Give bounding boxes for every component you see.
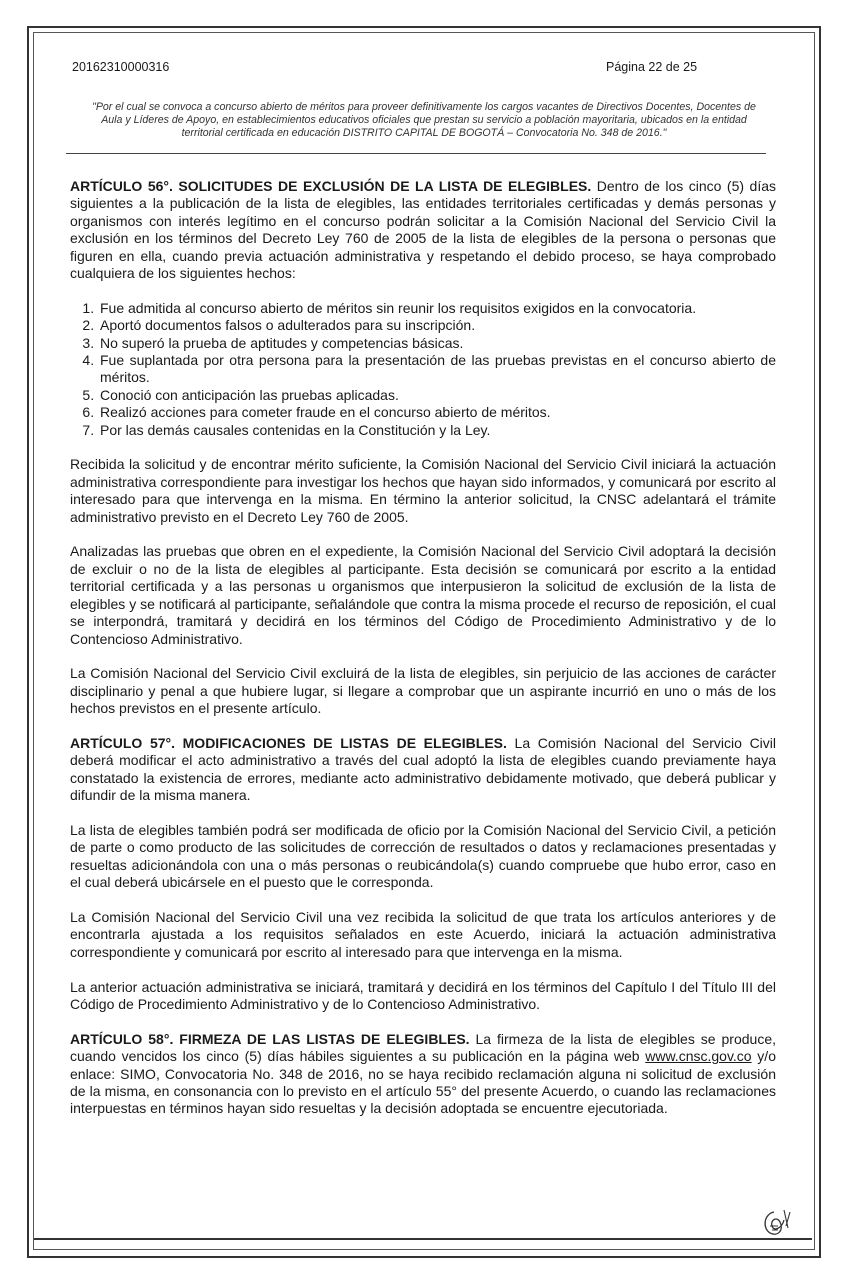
list-item: 6. Realizó acciones para cometer fraude en el concurso abierto de méritos. xyxy=(98,404,776,421)
paragraph: La Comisión Nacional del Servicio Civil una vez recibida la solicitud de que trata los artículos anteriores y de encontrarla ajustada a los requisitos señalados en este Acuerdo, iniciará la actuación administrativa correspondiente y comunicará por escrito al interesado para que intervenga en la misma. xyxy=(70,908,776,960)
footer-divider xyxy=(34,1238,812,1240)
paragraph: Analizadas las pruebas que obren en el expediente, la Comisión Nacional del Servicio Civil adoptará la decisión de excluir o no de la lista de elegibles al participante. Esta decisión se comunicará por escrito a la entidad territorial certificada y a las personas u organismos que interpusieron la solicitud de exclusión de la lista de elegibles y se notificará al participante, señalándole que contra la misma procede el recurso de reposición, el cual se interpondrá, tramitará y decidirá en los términos del Código de Procedimiento Administrativo y de lo Contencioso Administrativo. xyxy=(70,543,776,647)
paragraph: Recibida la solicitud y de encontrar mérito suficiente, la Comisión Nacional del Servicio Civil iniciará la actuación administrativa correspondiente para investigar los hechos que hayan sido informados, y comunicará por escrito al interesado para que intervenga en la misma. En término la anterior solicitud, la CNSC adelantará el trámite administrativo previsto en el Decreto Ley 760 de 2005. xyxy=(70,456,776,525)
article-heading: ARTÍCULO 56°. SOLICITUDES DE EXCLUSIÓN DE LA LISTA DE ELEGIBLES. xyxy=(70,178,592,194)
paragraph-text: Dentro de los cinco (5) días siguientes a la publicación de la lista de elegibles, las entidades territoriales certificadas y demás personas y organismos con interés legítimo en el concurso podrán solicitar a la Comisión Nacional del Servicio Civil la exclusión en los términos del Decreto Ley 760 de 2005 de la lista de elegibles de la persona o personas que figuren en ella, cuando previa actuación administrativa y respetando el debido proceso, se haya comprobado cualquiera de los siguientes hechos: xyxy=(70,178,776,282)
list-item: 3. No superó la prueba de aptitudes y competencias básicas. xyxy=(98,335,776,352)
list-item: 5. Conoció con anticipación las pruebas aplicadas. xyxy=(98,387,776,404)
paragraph-text: y/o enlace: SIMO, Convocatoria No. 348 de 2016, no se haya recibido reclamación alguna ni solicitud de exclusión de la misma, en consonancia con lo previsto en el artículo 55° del presente Acuerdo, o cuando las reclamaciones interpuestas en términos hayan sido resueltas y la decisión adoptada se encuentre ejecutoriada. xyxy=(70,1048,776,1117)
article-heading: ARTÍCULO 58°. FIRMEZA DE LAS LISTAS DE ELEGIBLES. xyxy=(70,1030,470,1047)
document-number: 20162310000316 xyxy=(72,60,170,74)
list-item: 1. Fue admitida al concurso abierto de méritos sin reunir los requisitos exigidos en la convocatoria. xyxy=(98,300,776,317)
paragraph-text: La Comisión Nacional del Servicio Civil deberá modificar el acto administrativo a través del cual adoptó la lista de elegibles cuando previamente haya constatado la existencia de errores, mediante acto administrativo debidamente motivado, que deberá publicar y difundir de la misma manera. xyxy=(70,734,777,804)
paragraph: La lista de elegibles también podrá ser modificada de oficio por la Comisión Nacional del Servicio Civil, a petición de parte o como producto de las solicitudes de corrección de resultados o datos y reclamaciones presentadas y resueltas adicionándola con una o más personas o reubicándola(s) cuando compruebe que hubo error, caso en el cual deberá ubicársele en el puesto que le corresponda. xyxy=(70,821,776,891)
article-56 xyxy=(70,178,776,282)
paragraph: La anterior actuación administrativa se iniciará, tramitará y decidirá en los términos del Capítulo I del Título III del Código de Procedimiento Administrativo y de lo Contencioso Administrativo. xyxy=(70,978,776,1012)
paragraph: La Comisión Nacional del Servicio Civil excluirá de la lista de elegibles, sin perjuicio de las acciones de carácter disciplinario y penal a que hubiere lugar, si llegare a comprobar que un aspirante incurrió en uno o más de los hechos previstos en el presente artículo. xyxy=(70,665,776,717)
list-item: 4. Fue suplantada por otra persona para la presentación de las pruebas previstas en el concurso abierto de méritos. xyxy=(98,352,776,387)
article-heading: ARTÍCULO 57°. MODIFICACIONES DE LISTAS DE ELEGIBLES. xyxy=(70,734,507,751)
document-subtitle: "Por el cual se convoca a concurso abierto de méritos para proveer definitivamente los cargos vacantes de Directivos Docentes, Docentes de Aula y Líderes de Apoyo, en establecimientos educativos oficiales que prestan su servicio a población mayoritaria, ubicados en la entidad territorial certificada en educación DISTRITO CAPITAL DE BOGOTÁ – Convocatoria No. 348 de 2016." xyxy=(92,101,756,139)
initials-signature-icon xyxy=(760,1206,796,1240)
article-58 xyxy=(70,1031,776,1118)
cnsc-website-link[interactable]: www.cnsc.gov.co xyxy=(645,1048,752,1065)
article-57 xyxy=(70,735,776,805)
page-number: Página 22 de 25 xyxy=(606,60,698,74)
exclusion-list xyxy=(70,300,776,439)
header-divider xyxy=(66,153,766,154)
document-body xyxy=(70,178,776,1135)
list-item: 2. Aportó documentos falsos o adulterados para su inscripción. xyxy=(98,317,776,334)
paragraph-text: La firmeza de la lista de elegibles se produce, cuando vencidos los cinco (5) días hábiles siguientes a su publicación en la página web xyxy=(70,1030,776,1065)
list-item: 7. Por las demás causales contenidas en la Constitución y la Ley. xyxy=(98,422,776,439)
